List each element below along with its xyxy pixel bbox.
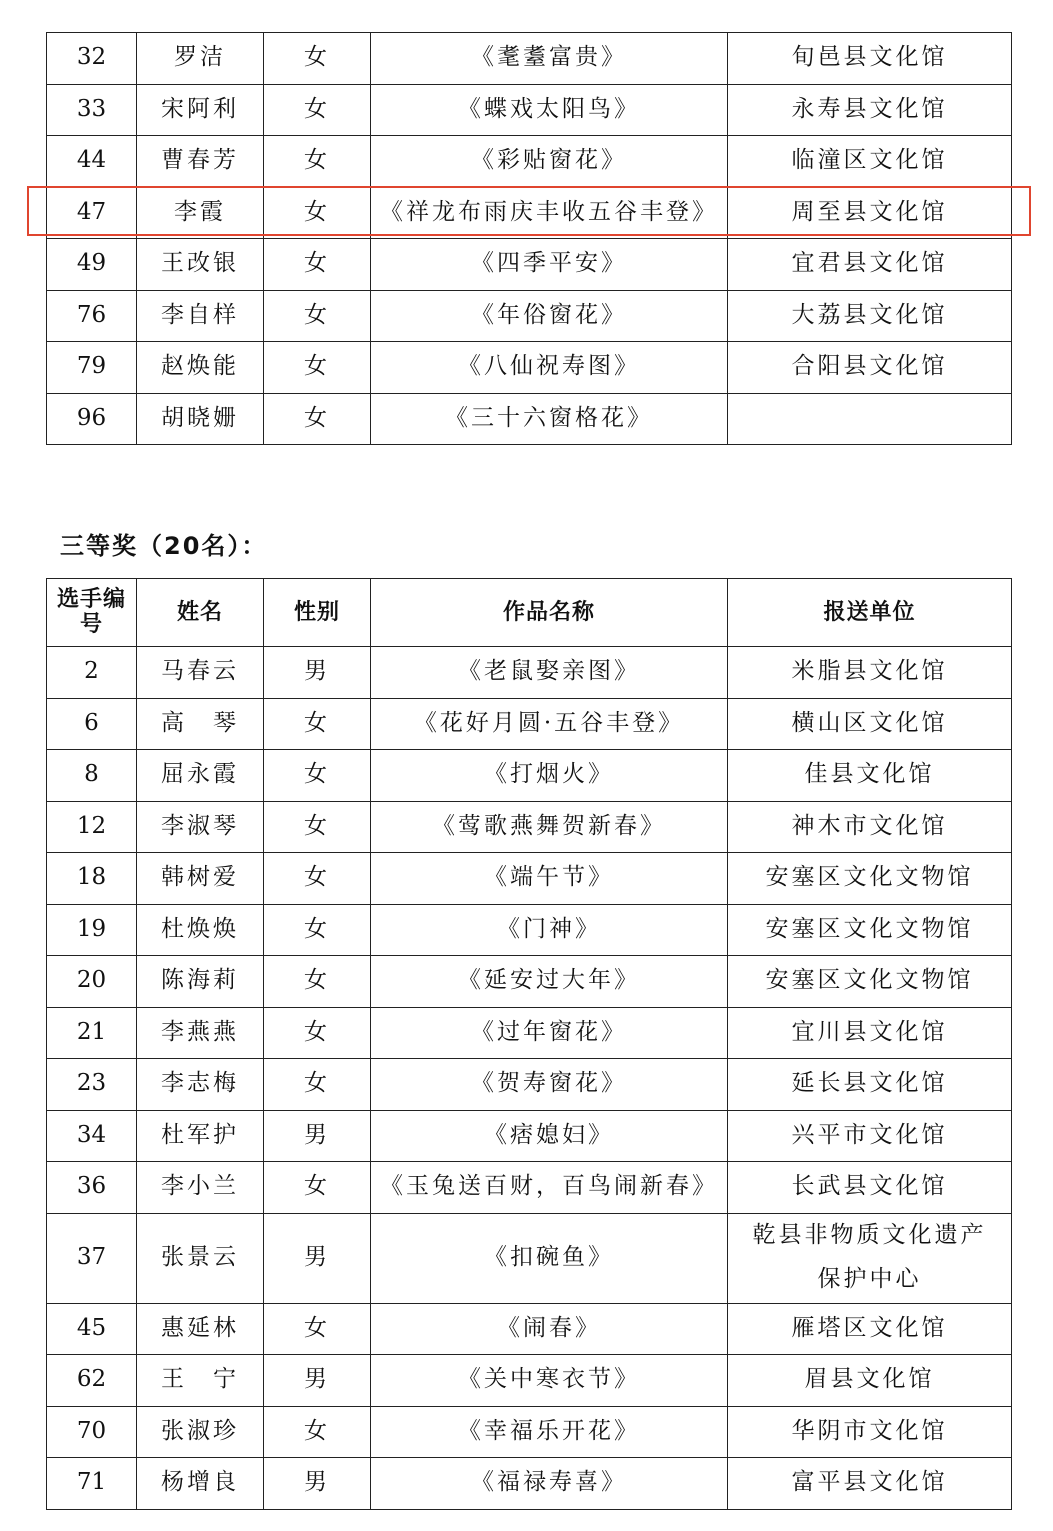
cell-name: 李小兰 xyxy=(137,1162,264,1214)
cell-id: 79 xyxy=(47,342,137,394)
cell-work: 《打烟火》 xyxy=(371,750,728,802)
cell-gender: 女 xyxy=(264,33,371,85)
cell-gender: 女 xyxy=(264,136,371,188)
cell-gender: 女 xyxy=(264,801,371,853)
cell-name: 赵焕能 xyxy=(137,342,264,394)
cell-unit: 大荔县文化馆 xyxy=(728,290,1012,342)
table-row xyxy=(47,956,1012,1008)
cell-unit: 长武县文化馆 xyxy=(728,1162,1012,1214)
cell-work: 《幸福乐开花》 xyxy=(371,1406,728,1458)
cell-unit xyxy=(728,393,1012,445)
cell-work: 《耄耋富贵》 xyxy=(371,33,728,85)
cell-id: 70 xyxy=(47,1406,137,1458)
cell-name: 李燕燕 xyxy=(137,1007,264,1059)
cell-work: 《老鼠娶亲图》 xyxy=(371,647,728,699)
table-row xyxy=(47,647,1012,699)
table-row xyxy=(47,1007,1012,1059)
cell-work: 《端午节》 xyxy=(371,853,728,905)
cell-work: 《花好月圆·五谷丰登》 xyxy=(371,698,728,750)
cell-name: 杜焕焕 xyxy=(137,904,264,956)
cell-gender: 女 xyxy=(264,1406,371,1458)
cell-work: 《痞媳妇》 xyxy=(371,1110,728,1162)
cell-gender: 女 xyxy=(264,187,371,239)
cell-work: 《年俗窗花》 xyxy=(371,290,728,342)
cell-unit: 眉县文化馆 xyxy=(728,1355,1012,1407)
cell-work: 《四季平安》 xyxy=(371,239,728,291)
cell-gender: 女 xyxy=(264,239,371,291)
table-row xyxy=(47,393,1012,445)
third-prize-table xyxy=(46,578,1012,1510)
cell-gender: 女 xyxy=(264,1059,371,1111)
section-title: 三等奖（20名）： xyxy=(60,532,268,560)
cell-name: 陈海莉 xyxy=(137,956,264,1008)
cell-work: 《彩贴窗花》 xyxy=(371,136,728,188)
cell-gender: 女 xyxy=(264,750,371,802)
cell-unit: 横山区文化馆 xyxy=(728,698,1012,750)
cell-name: 张淑珍 xyxy=(137,1406,264,1458)
third-prize-table-body xyxy=(47,647,1012,1510)
cell-work: 《三十六窗格花》 xyxy=(371,393,728,445)
cell-unit: 佳县文化馆 xyxy=(728,750,1012,802)
table-row xyxy=(47,1303,1012,1355)
cell-unit: 富平县文化馆 xyxy=(728,1458,1012,1510)
cell-id: 49 xyxy=(47,239,137,291)
cell-work: 《过年窗花》 xyxy=(371,1007,728,1059)
cell-name: 王 宁 xyxy=(137,1355,264,1407)
cell-work: 《祥龙布雨庆丰收五谷丰登》 xyxy=(371,187,728,239)
cell-unit: 安塞区文化文物馆 xyxy=(728,956,1012,1008)
cell-unit: 周至县文化馆 xyxy=(728,187,1012,239)
table-row xyxy=(47,1162,1012,1214)
cell-name: 李淑琴 xyxy=(137,801,264,853)
cell-name: 高 琴 xyxy=(137,698,264,750)
cell-work: 《门神》 xyxy=(371,904,728,956)
cell-name: 宋阿利 xyxy=(137,84,264,136)
cell-id: 32 xyxy=(47,33,137,85)
cell-gender: 男 xyxy=(264,1213,371,1303)
table-row xyxy=(47,239,1012,291)
table-row xyxy=(47,84,1012,136)
cell-gender: 女 xyxy=(264,393,371,445)
cell-id: 6 xyxy=(47,698,137,750)
cell-unit: 米脂县文化馆 xyxy=(728,647,1012,699)
cell-unit: 安塞区文化文物馆 xyxy=(728,853,1012,905)
cell-name: 曹春芳 xyxy=(137,136,264,188)
cell-id: 71 xyxy=(47,1458,137,1510)
table-row xyxy=(47,853,1012,905)
cell-id: 44 xyxy=(47,136,137,188)
cell-work: 《福禄寿喜》 xyxy=(371,1458,728,1510)
table-row xyxy=(47,1110,1012,1162)
cell-unit: 合阳县文化馆 xyxy=(728,342,1012,394)
table-row xyxy=(47,750,1012,802)
cell-unit: 乾县非物质文化遗产保护中心 xyxy=(728,1213,1012,1303)
cell-gender: 女 xyxy=(264,342,371,394)
cell-id: 37 xyxy=(47,1213,137,1303)
header-id: 选手编号 xyxy=(47,579,137,647)
header-name: 姓名 xyxy=(137,579,264,647)
cell-work: 《莺歌燕舞贺新春》 xyxy=(371,801,728,853)
cell-unit: 神木市文化馆 xyxy=(728,801,1012,853)
cell-unit: 华阴市文化馆 xyxy=(728,1406,1012,1458)
cell-name: 李自样 xyxy=(137,290,264,342)
table-row xyxy=(47,1355,1012,1407)
table-row xyxy=(47,290,1012,342)
table-row xyxy=(47,1458,1012,1510)
cell-unit: 宜川县文化馆 xyxy=(728,1007,1012,1059)
award-table-continued xyxy=(46,32,1012,445)
cell-gender: 女 xyxy=(264,1162,371,1214)
cell-id: 33 xyxy=(47,84,137,136)
cell-gender: 女 xyxy=(264,1007,371,1059)
cell-name: 惠延林 xyxy=(137,1303,264,1355)
cell-name: 屈永霞 xyxy=(137,750,264,802)
header-unit: 报送单位 xyxy=(728,579,1012,647)
cell-unit: 安塞区文化文物馆 xyxy=(728,904,1012,956)
cell-gender: 女 xyxy=(264,698,371,750)
cell-gender: 女 xyxy=(264,956,371,1008)
cell-work: 《贺寿窗花》 xyxy=(371,1059,728,1111)
cell-name: 韩树爱 xyxy=(137,853,264,905)
cell-id: 8 xyxy=(47,750,137,802)
table-row xyxy=(47,342,1012,394)
table-row xyxy=(47,1059,1012,1111)
cell-gender: 男 xyxy=(264,1110,371,1162)
cell-id: 20 xyxy=(47,956,137,1008)
cell-name: 杨增良 xyxy=(137,1458,264,1510)
header-gender: 性别 xyxy=(264,579,371,647)
cell-name: 杜军护 xyxy=(137,1110,264,1162)
cell-gender: 女 xyxy=(264,1303,371,1355)
table-row xyxy=(47,698,1012,750)
cell-gender: 男 xyxy=(264,1458,371,1510)
cell-work: 《八仙祝寿图》 xyxy=(371,342,728,394)
cell-unit: 兴平市文化馆 xyxy=(728,1110,1012,1162)
cell-work: 《闹春》 xyxy=(371,1303,728,1355)
cell-id: 23 xyxy=(47,1059,137,1111)
cell-id: 36 xyxy=(47,1162,137,1214)
table-row xyxy=(47,904,1012,956)
cell-id: 18 xyxy=(47,853,137,905)
cell-unit: 延长县文化馆 xyxy=(728,1059,1012,1111)
cell-id: 62 xyxy=(47,1355,137,1407)
cell-id: 45 xyxy=(47,1303,137,1355)
cell-unit: 临潼区文化馆 xyxy=(728,136,1012,188)
cell-gender: 女 xyxy=(264,904,371,956)
cell-work: 《蝶戏太阳鸟》 xyxy=(371,84,728,136)
cell-id: 19 xyxy=(47,904,137,956)
table-row xyxy=(47,136,1012,188)
cell-work: 《扣碗鱼》 xyxy=(371,1213,728,1303)
cell-unit: 永寿县文化馆 xyxy=(728,84,1012,136)
table-row xyxy=(47,187,1012,239)
cell-id: 76 xyxy=(47,290,137,342)
cell-name: 李志梅 xyxy=(137,1059,264,1111)
cell-work: 《玉兔送百财，百鸟闹新春》 xyxy=(371,1162,728,1214)
cell-name: 罗洁 xyxy=(137,33,264,85)
cell-name: 王改银 xyxy=(137,239,264,291)
cell-gender: 女 xyxy=(264,84,371,136)
cell-work: 《关中寒衣节》 xyxy=(371,1355,728,1407)
cell-work: 《延安过大年》 xyxy=(371,956,728,1008)
table-header-row xyxy=(47,579,1012,647)
cell-id: 12 xyxy=(47,801,137,853)
table-row xyxy=(47,1406,1012,1458)
cell-gender: 男 xyxy=(264,1355,371,1407)
cell-id: 96 xyxy=(47,393,137,445)
cell-name: 李霞 xyxy=(137,187,264,239)
cell-id: 2 xyxy=(47,647,137,699)
cell-unit: 宜君县文化馆 xyxy=(728,239,1012,291)
header-work: 作品名称 xyxy=(371,579,728,647)
cell-name: 胡晓姗 xyxy=(137,393,264,445)
cell-unit: 雁塔区文化馆 xyxy=(728,1303,1012,1355)
cell-id: 21 xyxy=(47,1007,137,1059)
cell-gender: 男 xyxy=(264,647,371,699)
cell-unit: 旬邑县文化馆 xyxy=(728,33,1012,85)
cell-gender: 女 xyxy=(264,853,371,905)
cell-name: 张景云 xyxy=(137,1213,264,1303)
table-row xyxy=(47,1213,1012,1303)
cell-gender: 女 xyxy=(264,290,371,342)
cell-id: 47 xyxy=(47,187,137,239)
cell-id: 34 xyxy=(47,1110,137,1162)
award-table-continued-body xyxy=(47,33,1012,445)
table-row xyxy=(47,801,1012,853)
cell-name: 马春云 xyxy=(137,647,264,699)
table-row xyxy=(47,33,1012,85)
